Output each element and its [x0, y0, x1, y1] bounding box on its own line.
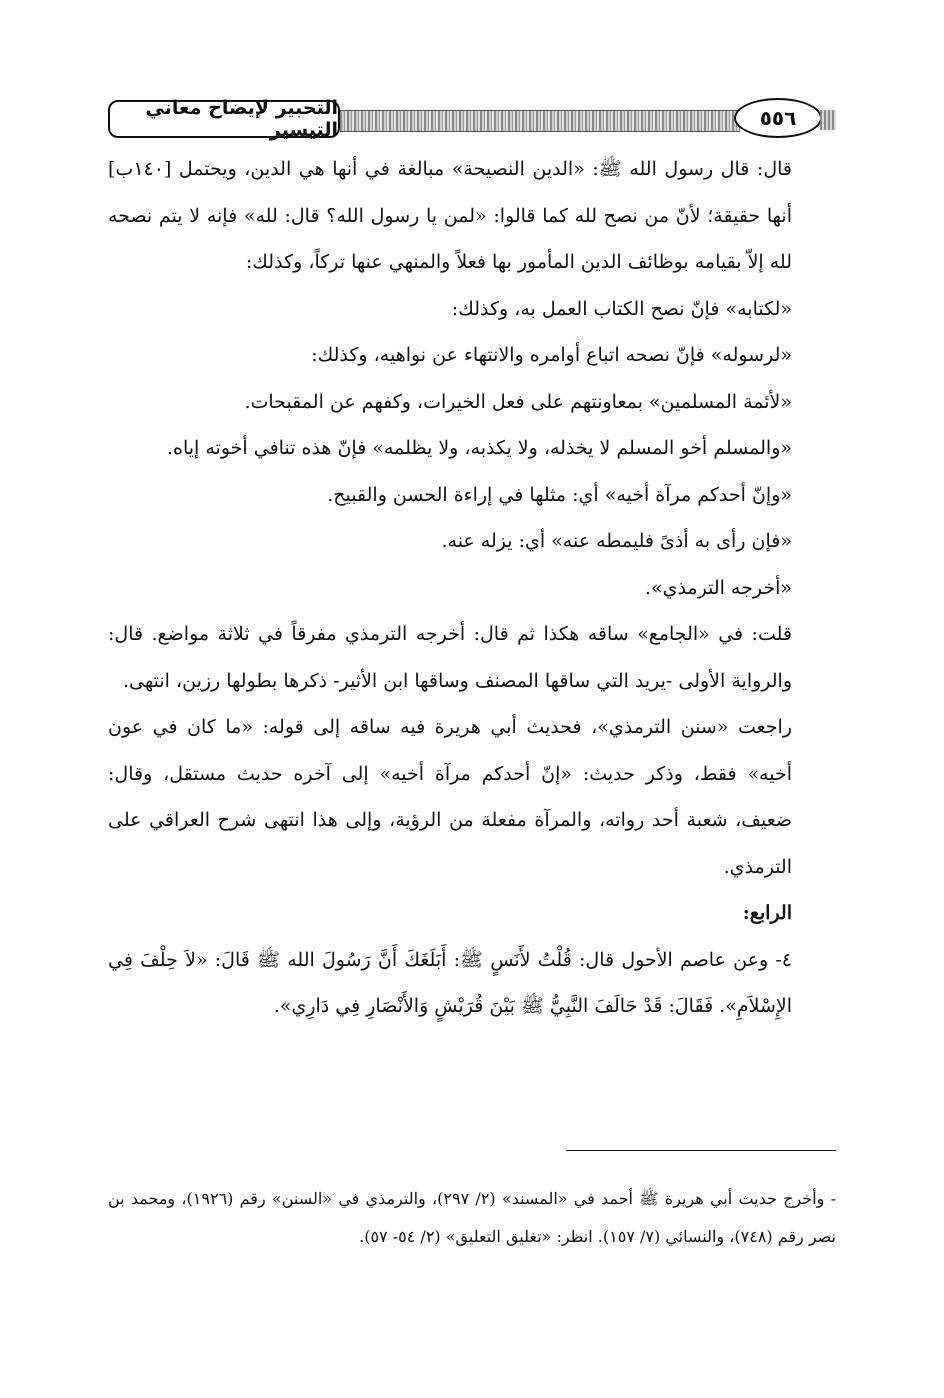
page-header	[108, 96, 836, 144]
header-band-end	[820, 110, 836, 130]
footnote	[108, 1180, 836, 1256]
book-title: التحبير لإيضاح معاني التيسير	[108, 100, 340, 138]
paragraph-1: قال: قال رسول الله ﷺ: «الدين النصيحة» مبالغة في أنها هي الدين، ويحتمل [١٤٠ب] أنها حقيقة؛ لأنّ من نصح لله كما قالوا: «لمن يا رسول الله؟ قال: لله» فإنه لا يتم نصحه لله إلاّ بقيامه بوظائف الدين المأمور بها فعلاً والمنهي عنها تركاً، وكذلك:	[108, 158, 792, 273]
paragraph-2: قلت: في «الجامع» ساقه هكذا ثم قال: أخرجه الترمذي مفرقاً في ثلاثة مواضع. قال: والرواية الأولى -يريد التي ساقها المصنف وساقها ابن الأثير- ذكرها بطولها رزين، انتهى.	[108, 623, 792, 692]
commentary-line-1: «لكتابه» فإنّ نصح الكتاب العمل به، وكذلك:	[451, 297, 792, 320]
main-text	[108, 146, 836, 1030]
hadith-4: ٤- وعن عاصم الأحول قال: قُلْتُ لأَنَسٍ ﷺ: أَبَلَغَكَ أَنَّ رَسُولَ الله ﷺ قَالَ: «لاَ حِلْفَ فِي الإِسْلاَمِ». فَقَالَ: قَدْ حَالَفَ النَّبِيُّ ﷺ بَيْنَ قُرَيْشٍ وَالأَنْصَارِ فِي دَارِي».	[108, 948, 792, 1017]
commentary-line-5: «وإنّ أحدكم مرآة أخيه» أي: مثلها في إراءة الحسن والقبيح.	[327, 483, 792, 506]
header-decorative-band	[340, 110, 740, 132]
commentary-line-3: «لأئمة المسلمين» بمعاونتهم على فعل الخيرات، وكفهم عن المقبحات.	[244, 390, 792, 413]
section-heading: الرابع:	[742, 902, 792, 924]
commentary-line-6: «فإن رأى به أذىً فليمطه عنه» أي: يزله عنه.	[441, 530, 792, 552]
commentary-line-7: «أخرجه الترمذي».	[644, 576, 792, 599]
footnote-separator	[566, 1150, 836, 1151]
page-number: ٥٥٦	[734, 98, 822, 138]
commentary-line-2: «لرسوله» فإنّ نصحه اتباع أوامره والانتهاء عن نواهيه، وكذلك:	[311, 344, 792, 366]
footnote-text: - وأخرج حديث أبي هريرة ﷺ أحمد في «المسند» (٢/ ٢٩٧)، والترمذي في «السنن» رقم (١٩٢٦)، ومحمد بن نصر رقم (٧٤٨)، والنسائي (٧/ ١٥٧). انظر: «تغليق التعليق» (٢/ ٥٤- ٥٧).	[108, 1189, 837, 1246]
commentary-line-4: «والمسلم أخو المسلم لا يخذله، ولا يكذبه، ولا يظلمه» فإنّ هذه تنافي أخوته إياه.	[166, 437, 792, 459]
paragraph-3: راجعت «سنن الترمذي»، فحديث أبي هريرة فيه ساقه إلى قوله: «ما كان في عون أخيه» فقط، وذكر حديث: «إنّ أحدكم مرآة أخيه» إلى آخره حديث مستقل، وقال: ضعيف، شعبة أحد رواته، والمرآة مفعلة من الرؤية، وإلى هذا انتهى شرح العراقي على الترمذي.	[108, 716, 792, 878]
